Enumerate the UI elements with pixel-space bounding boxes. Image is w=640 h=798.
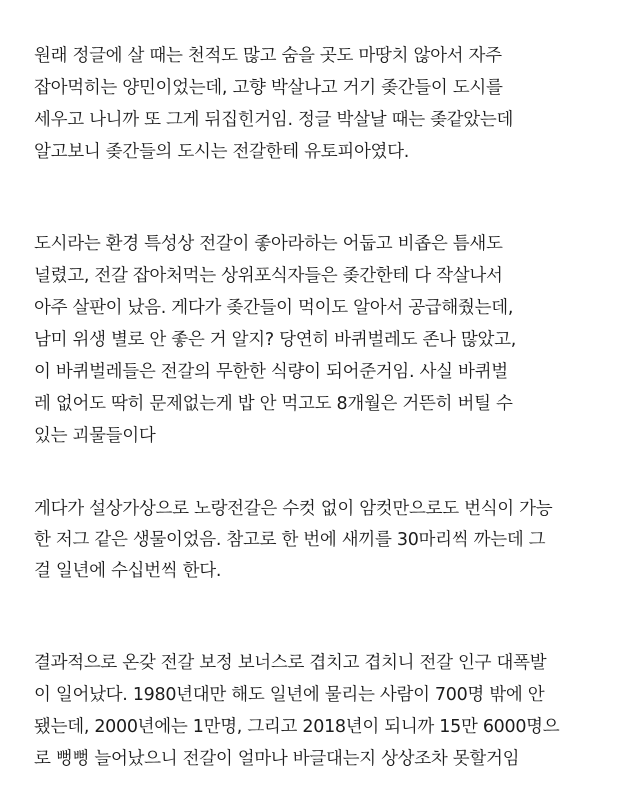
text-line: 게다가 설상가상으로 노랑전갈은 수컷 없이 암컷만으로도 번식이 가능 [34,499,553,519]
text-line: 잡아먹히는 양민이었는데, 고향 박살나고 거기 좆간들이 도시를 [34,78,503,98]
text-line: 로 뻥뻥 늘어났으니 전갈이 얼마나 바글대는지 상상조차 못할거임 [34,749,520,769]
paragraph-population-explosion [34,647,559,775]
text-line: 있는 괴물들이다 [34,426,156,446]
text-line: 결과적으로 온갖 전갈 보정 보너스로 겹치고 겹치니 전갈 인구 대폭발 [34,653,547,673]
text-line: 남미 위생 별로 안 좋은 거 알지? 당연히 바퀴벌레도 존나 많았고, [34,330,517,350]
text-line: 걸 일년에 수십번씩 한다. [34,561,222,581]
text-line: 레 없어도 딱히 문제없는게 밥 안 먹고도 8개월은 거뜬히 버틸 수 [34,394,513,414]
paragraph-urban-origin [34,40,513,168]
text-line: 도시라는 환경 특성상 전갈이 좋아라하는 어둡고 비좁은 틈새도 [34,234,503,254]
text-line: 이 일어났다. 1980년대만 해도 일년에 물리는 사람이 700명 밖에 안 [34,685,545,705]
text-line: 이 바퀴벌레들은 전갈의 무한한 식량이 되어준거임. 사실 바퀴벌 [34,362,508,382]
paragraph-city-environment [34,228,516,452]
text-line: 알고보니 좆간들의 도시는 전갈한테 유토피아였다. [34,142,410,162]
text-line: 세우고 나니까 또 그게 뒤집힌거임. 정글 박살날 때는 좆같았는데 [34,110,514,130]
text-line: 널렸고, 전갈 잡아처먹는 상위포식자들은 좆간한테 다 작살나서 [34,266,503,286]
text-line: 한 저그 같은 생물이었음. 참고로 한 번에 새끼를 30마리씩 까는데 그 [34,530,546,550]
text-line: 아주 살판이 났음. 게다가 좆간들이 먹이도 알아서 공급해줬는데, [34,298,514,318]
text-line: 됐는데, 2000년에는 1만명, 그리고 2018년이 되니까 15만 6000명으 [34,717,560,737]
paragraph-reproduction [34,494,552,587]
text-line: 원래 정글에 살 때는 천적도 많고 숨을 곳도 마땅치 않아서 자주 [34,46,502,66]
